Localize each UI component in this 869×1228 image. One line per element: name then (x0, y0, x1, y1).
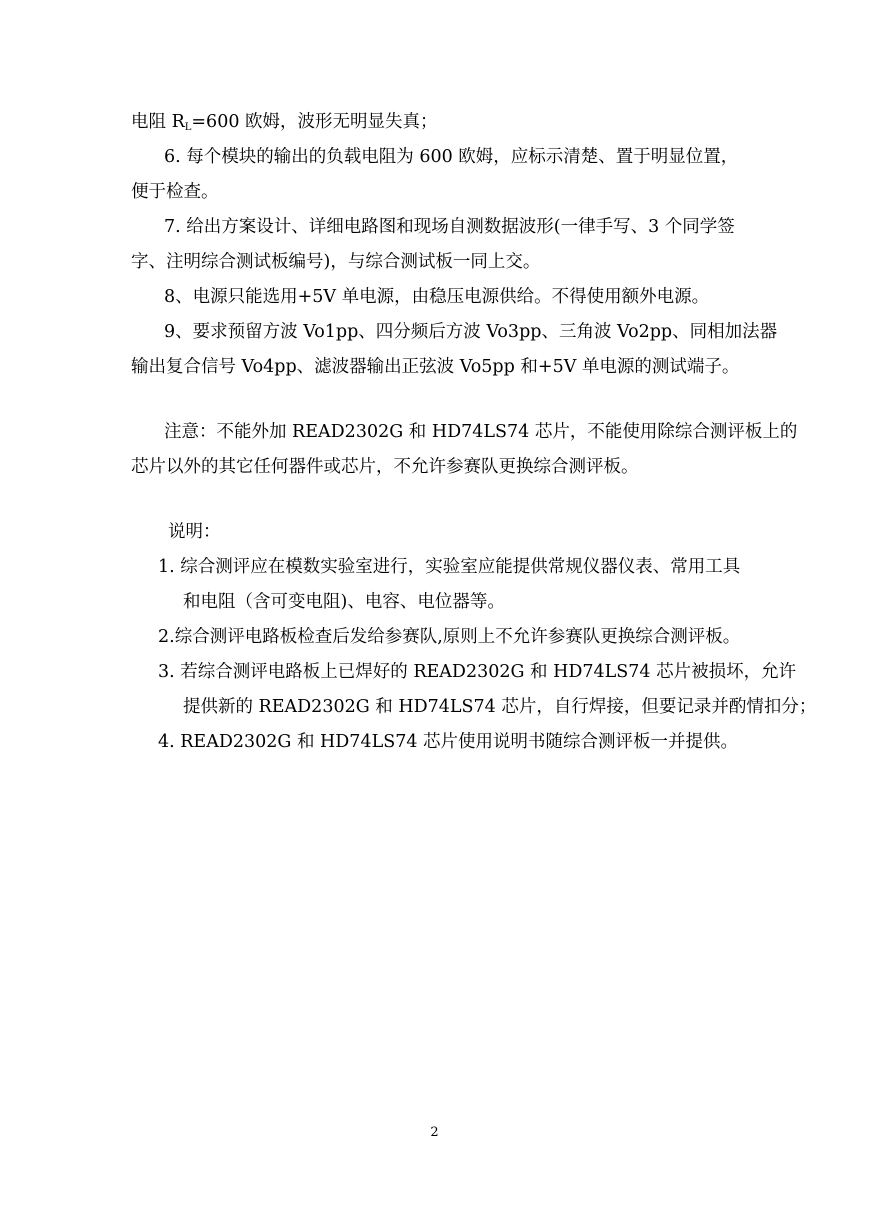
resistor-subscript: L (184, 122, 192, 133)
item-9-line-2: 输出复合信号 Vo4pp、滤波器输出正弦波 Vo5pp 和+5V 单电源的测试端子。 (131, 357, 740, 377)
resistor-value-text: =600 欧姆，波形无明显失真； (191, 112, 438, 132)
explanation-item-3-line-2: 提供新的 READ2302G 和 HD74LS74 芯片，自行焊接，但要记录并酌情扣分； (183, 697, 817, 717)
paragraph-line (131, 112, 438, 138)
explanation-item-4: 4. READ2302G 和 HD74LS74 芯片使用说明书随综合测评板一并提供。 (158, 732, 739, 752)
explanation-item-3-line-1: 3. 若综合测评电路板上已焊好的 READ2302G 和 HD74LS74 芯片被损坏，允许 (158, 662, 797, 682)
item-8-line: 8、电源只能选用+5V 单电源，由稳压电源供给。不得使用额外电源。 (164, 287, 710, 307)
item-7-line-2: 字、注明综合测试板编号)，与综合测试板一同上交。 (131, 252, 541, 272)
explanation-item-2: 2.综合测评电路板检查后发给参赛队,原则上不允许参赛队更换综合测评板。 (158, 627, 741, 647)
explanation-title: 说明： (168, 522, 221, 542)
note-line-2: 芯片以外的其它任何器件或芯片，不允许参赛队更换综合测评板。 (131, 457, 639, 477)
item-6-line-2: 便于检查。 (131, 182, 219, 202)
item-6-line-1: 6. 每个模块的输出的负载电阻为 600 欧姆，应标示清楚、置于明显位置， (164, 147, 739, 167)
resistor-label: 电阻 R (131, 112, 185, 132)
page-number: 2 (430, 1125, 439, 1140)
explanation-item-1-line-1: 1. 综合测评应在模数实验室进行，实验室应能提供常规仪器仪表、常用工具 (158, 557, 741, 577)
item-7-line-1: 7. 给出方案设计、详细电路图和现场自测数据波形(一律手写、3 个同学签 (164, 217, 735, 237)
explanation-item-1-line-2: 和电阻（含可变电阻)、电容、电位器等。 (183, 592, 505, 612)
note-line-1: 注意：不能外加 READ2302G 和 HD74LS74 芯片，不能使用除综合测评板上的 (164, 422, 798, 442)
item-9-line-1: 9、要求预留方波 Vo1pp、四分频后方波 Vo3pp、三角波 Vo2pp、同相加法器 (164, 322, 778, 342)
